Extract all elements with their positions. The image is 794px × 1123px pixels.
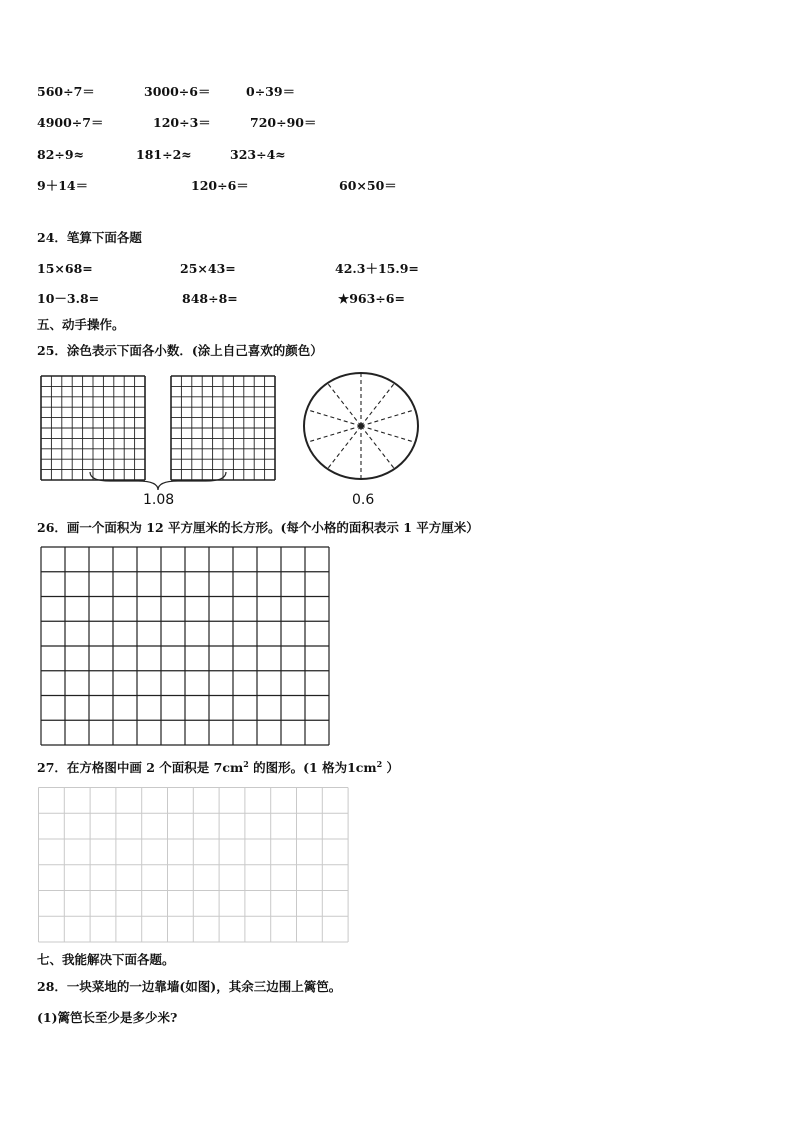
fraction-circle[interactable] <box>300 370 425 485</box>
brace-icon <box>90 472 226 490</box>
decimal-grid-2[interactable] <box>171 376 275 480</box>
q24-title: 24．笔算下面各题 <box>37 230 142 245</box>
calc-r4-a: 9＋14＝ <box>37 178 89 193</box>
calc-r2-a: 4900÷7＝ <box>37 115 104 130</box>
q25-title: 25．涂色表示下面各小数．(涂上自己喜欢的颜色） <box>37 343 323 358</box>
q24-r2-b: 848÷8= <box>182 291 238 306</box>
calc-r3-b: 181÷2≈ <box>136 147 192 162</box>
q24-r2-c: ★963÷6= <box>338 291 405 306</box>
calc-r4-b: 120÷6＝ <box>191 178 249 193</box>
calc-r1-c: 0÷39＝ <box>246 84 296 99</box>
q27-square-grid[interactable] <box>38 787 350 943</box>
q24-r1-c: 42.3＋15.9= <box>335 261 419 276</box>
q24-r1-b: 25×43= <box>180 261 236 276</box>
section7-heading: 七、我能解决下面各题。 <box>37 952 175 967</box>
q27-title: 27．在方格图中画 2 个面积是 $7cm^2$ 的图形。(1 格为$1cm^2$ ） <box>37 758 400 775</box>
calc-r1-a: 560÷7＝ <box>37 84 95 99</box>
q25-label-0-6: 0.6 <box>352 492 375 508</box>
q28-sub1: (1)篱笆长至少是多少米? <box>37 1010 178 1025</box>
q24-r2-a: 10－3.8= <box>37 291 100 306</box>
calc-r2-b: 120÷3＝ <box>153 115 211 130</box>
q25-label-1-08: 1.08 <box>143 492 175 508</box>
decimal-grid-1[interactable] <box>41 376 145 480</box>
q24-r1-a: 15×68= <box>37 261 93 276</box>
section5-heading: 五、动手操作。 <box>37 317 125 332</box>
q26-square-grid[interactable] <box>40 546 332 748</box>
calc-r3-a: 82÷9≈ <box>37 147 85 162</box>
calc-r2-c: 720÷90＝ <box>250 115 317 130</box>
q26-title: 26．画一个面积为 12 平方厘米的长方形。(每个小格的面积表示 1 平方厘米） <box>37 520 479 535</box>
calc-r3-c: 323÷4≈ <box>230 147 286 162</box>
calc-r1-b: 3000÷6＝ <box>144 84 211 99</box>
calc-r4-c: 60×50＝ <box>339 178 397 193</box>
q28-title: 28．一块菜地的一边靠墙(如图)，其余三边围上篱笆。 <box>37 979 342 994</box>
